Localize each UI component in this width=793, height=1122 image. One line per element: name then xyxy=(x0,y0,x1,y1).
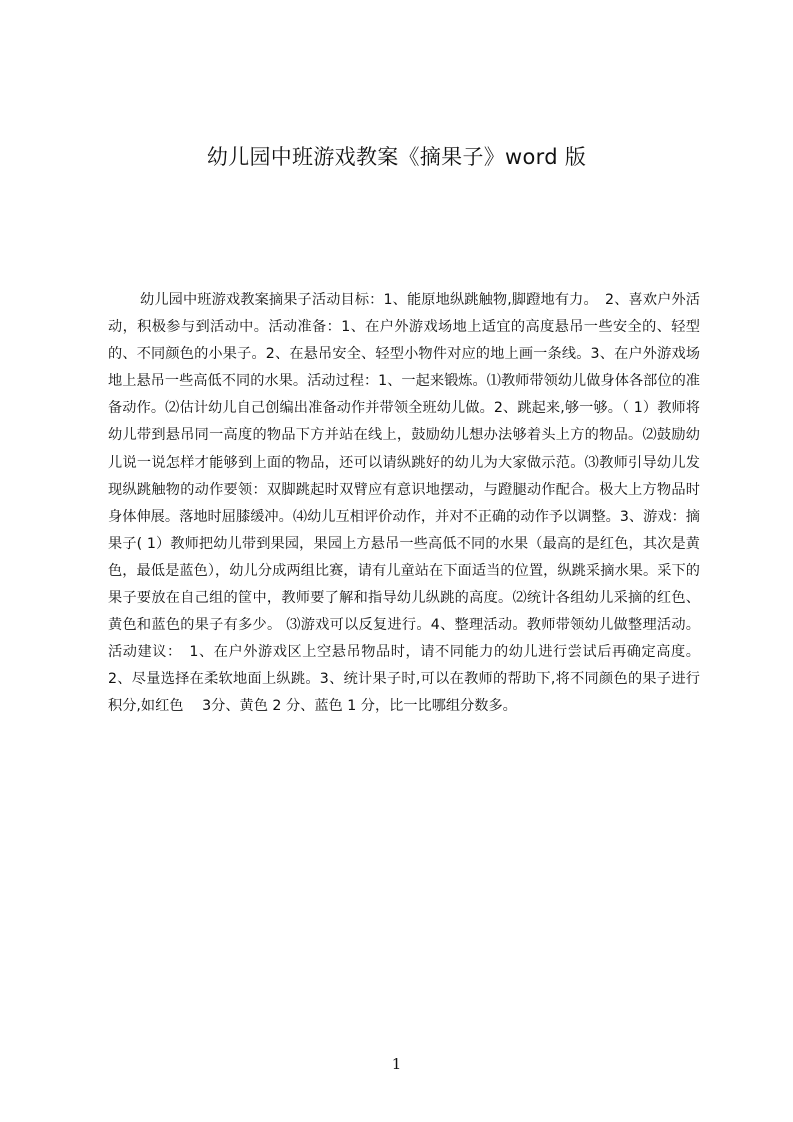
document-body: 幼儿园中班游戏教案摘果子活动目标：1、能原地纵跳触物,脚蹬地有力。 2、喜欢户外活动，积极参与到活动中。活动准备：1、在户外游戏场地上适宜的高度悬吊一些安全的、轻型的、不同颜色的小果子。2、在悬吊安全、轻型小物件对应的地上画一条线。3、在户外游戏场地上悬吊一些高低不同的水果。活动过程：1、一起来锻炼。⑴教师带领幼儿做身体各部位的准备动作。⑵估计幼儿自己创编出准备动作并带领全班幼儿做。2、跳起来,够一够。（ 1）教师将幼儿带到悬吊同一高度的物品下方并站在线上，鼓励幼儿想办法够着头上方的物品。⑵鼓励幼儿说一说怎样才能够到上面的物品，还可以请纵跳好的幼儿为大家做示范。⑶教师引导幼儿发现纵跳触物的动作要领：双脚跳起时双臂应有意识地摆动，与蹬腿动作配合。极大上方物品时身体伸展。落地时屈膝缓冲。⑷幼儿互相评价动作，并对不正确的动作予以调整。3、游戏：摘果子( 1）教师把幼儿带到果园，果园上方悬吊一些高低不同的水果（最高的是红色，其次是黄色，最低是蓝色），幼儿分成两组比赛，请有儿童站在下面适当的位置，纵跳采摘水果。采下的果子要放在自己组的筐中，教师要了解和指导幼儿纵跳的高度。⑵统计各组幼儿采摘的红色、黄色和蓝色的果子有多少。 ⑶游戏可以反复进行。4、整理活动。教师带领幼儿做整理活动。活动建议： 1、在户外游戏区上空悬吊物品时，请不同能力的幼儿进行尝试后再确定高度。2、尽量选择在柔软地面上纵跳。3、统计果子时,可以在教师的帮助下,将不同颜色的果子进行积分,如红色 3分、黄色 2 分、蓝色 1 分，比一比哪组分数多。 xyxy=(108,292,700,715)
document-title: 幼儿园中班游戏教案《摘果子》word 版 xyxy=(206,145,587,169)
page-number: 1 xyxy=(391,1055,402,1073)
